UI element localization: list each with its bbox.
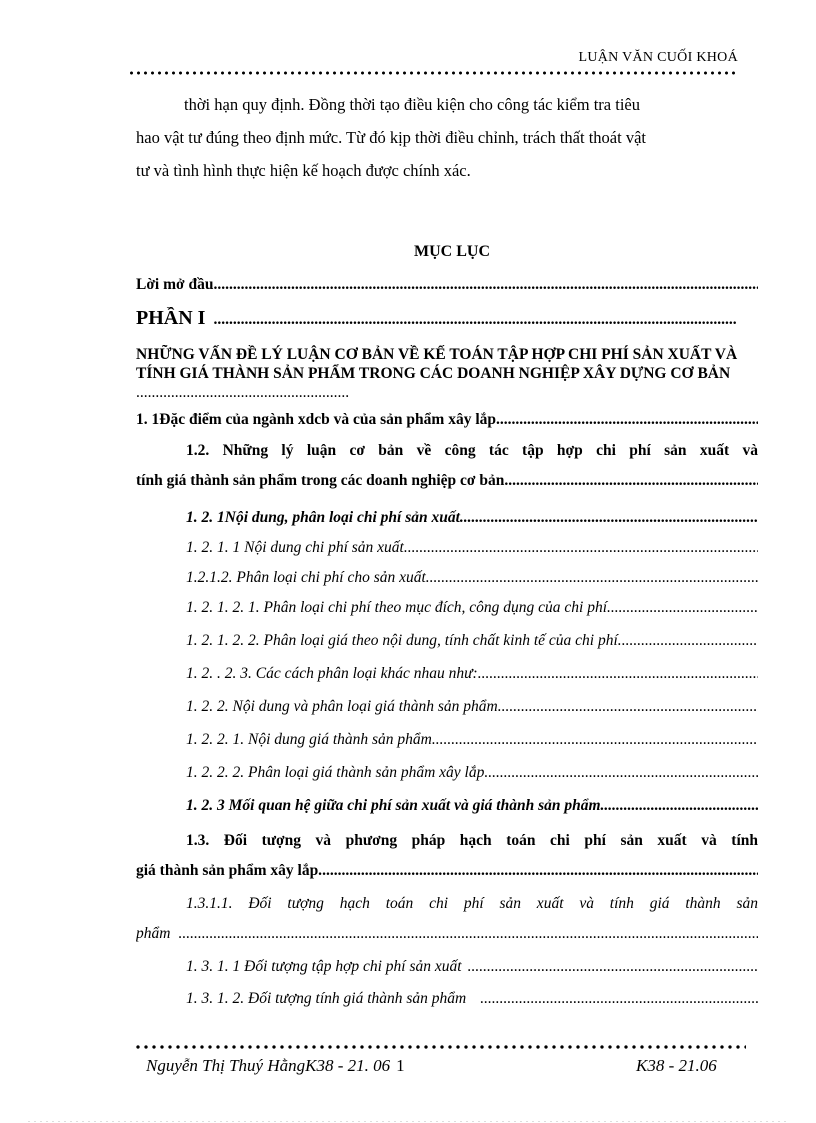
leader-dots (500, 411, 758, 429)
footer-right-code: K38 - 21.06 (636, 1056, 717, 1075)
toc-entry-label: 1. 2. 1. 2. 2. Phân loại giá theo nội dung, tính chất kinh tế của chi phí. (186, 632, 622, 649)
toc-entry-1-3[interactable] (136, 826, 758, 886)
toc-entry-label: 1. 2. 2. Nội dung và phân loại giá thành sản phẩm. (186, 698, 502, 715)
leader-dots (464, 509, 758, 527)
toc-entry-label: 1. 2. . 2. 3. Các cách phân loại khác nhau như: (186, 665, 478, 682)
header-dotted-rule (128, 70, 738, 76)
toc-entry-label: 1. 1Đặc điểm của ngành xdcb và của sản phẩm xây lắp. (136, 411, 500, 428)
toc-entry-label: PHẦN I (136, 307, 206, 329)
toc-entry-label: 1. 2. 1. 1 Nội dung chi phí sản xuất (186, 539, 404, 556)
leader-dots (213, 276, 758, 294)
leader-dots (611, 599, 758, 617)
toc-entry-1-2-2-1[interactable] (186, 731, 758, 749)
leader-dots (404, 539, 758, 557)
toc-part-heading[interactable]: NHỮNG VẤN ĐỀ LÝ LUẬN CƠ BẢN VỀ KẾ TOÁN TẬP HỢP CHI PHÍ SẢN XUẤT VÀ TÍNH GIÁ THÀNH SẢN PHẨM TRONG CÁC DOANH NGHIỆP XÂY DỰNG CƠ BẢN ....................................................... (136, 346, 738, 401)
leader-dots (604, 797, 758, 815)
toc-entry-1-2-2-2[interactable] (186, 764, 758, 782)
leader-dots (322, 856, 758, 886)
intro-line-1: thời hạn quy định. Đồng thời tạo điều kiện cho công tác kiểm tra tiêu (184, 95, 640, 114)
toc-entry-label: 1. 2. 3 Mối quan hệ giữa chi phí sản xuất và giá thành sản phẩm. (186, 797, 605, 814)
footer-author: Nguyễn Thị Thuý HằngK38 - 21. 06 1 (146, 1056, 405, 1075)
toc-title: MỤC LỤC (414, 243, 490, 260)
toc-entry-1-2-2-3[interactable] (186, 665, 758, 683)
leader-dots (178, 919, 758, 949)
toc-entry-label: 1.3. Đối tượng và phương pháp hạch toán chi phí sản xuất và tính (186, 832, 758, 849)
toc-entry-label: 1. 3. 1. 1 Đối tượng tập hợp chi phí sản xuất (186, 958, 462, 975)
toc-entry-1-2-3[interactable] (186, 797, 758, 815)
toc-entry-label: 1.2. Những lý luận cơ bản về công tác tập hợp chi phí sản xuất và (186, 442, 758, 459)
toc-entry-1-2-1-1[interactable] (186, 539, 758, 557)
toc-entry-1-2-2[interactable] (186, 698, 758, 716)
toc-entry-label: 1.2.1.2. Phân loại chi phí cho sản xuất. (186, 569, 430, 586)
toc-entry-1-1[interactable] (136, 411, 758, 429)
page-number: 1 (396, 1056, 405, 1075)
leader-dots (502, 698, 758, 716)
toc-entry-1-2-1-2-2[interactable] (186, 632, 758, 650)
header-title: LUẬN VĂN CUỐI KHOÁ (578, 50, 738, 65)
toc-entry-label: 1.3.1.1. Đối tượng hạch toán chi phí sản xuất và tính giá thành sản (186, 895, 758, 912)
toc-entry-loi-mo-dau[interactable] (136, 276, 758, 294)
leader-dots: ....................................................... (136, 384, 350, 401)
intro-line-2: hao vật tư đúng theo định mức. Từ đó kịp thời điều chỉnh, trách thất thoát vật (136, 128, 646, 147)
leader-dots (478, 665, 758, 683)
toc-entry-1-3-1-2[interactable] (186, 990, 758, 1008)
toc-entry-1-2[interactable] (136, 436, 758, 496)
leader-dots (508, 466, 758, 496)
toc-entry-1-2-1-2[interactable] (186, 569, 758, 587)
toc-entry-label: 1. 2. 2. 1. Nội dung giá thành sản phẩm. (186, 731, 436, 748)
toc-entry-label-cont: tính giá thành sản phẩm trong các doanh nghiệp cơ bản. (136, 472, 509, 489)
intro-line-3: tư và tình hình thực hiện kế hoạch được chính xác. (136, 161, 471, 180)
leader-dots (468, 958, 758, 976)
toc-entry-1-3-1-1-alt[interactable] (186, 958, 758, 976)
toc-entry-phan-1[interactable] (136, 307, 736, 330)
toc-entry-1-2-1[interactable] (186, 509, 758, 527)
toc-entry-label: 1. 2. 1Nội dung, phân loại chi phí sản xuất. (186, 509, 464, 526)
leader-dots (480, 990, 758, 1008)
leader-dots (213, 311, 736, 329)
toc-entry-1-3-1-1[interactable] (136, 889, 758, 949)
leader-dots (430, 569, 758, 587)
toc-entry-label-cont: phẩm (136, 925, 171, 942)
toc-entry-label: 1. 3. 1. 2. Đối tượng tính giá thành sản phẩm (186, 990, 467, 1007)
toc-entry-label-cont: giá thành sản phẩm xây lắp. (136, 862, 323, 879)
page-bottom-edge (28, 1121, 788, 1122)
leader-dots (622, 632, 758, 650)
toc-entry-label: Lời mở đầu (136, 276, 214, 293)
toc-entry-label: 1. 2. 2. 2. Phân loại giá thành sản phẩm xây lắp (186, 764, 485, 781)
leader-dots (436, 731, 758, 749)
toc-entry-label: 1. 2. 1. 2. 1. Phân loại chi phí theo mục đích, công dụng của chi phí. (186, 599, 611, 616)
footer-dotted-rule (134, 1044, 746, 1050)
leader-dots (484, 764, 758, 782)
toc-entry-1-2-1-2-1[interactable] (186, 599, 758, 617)
